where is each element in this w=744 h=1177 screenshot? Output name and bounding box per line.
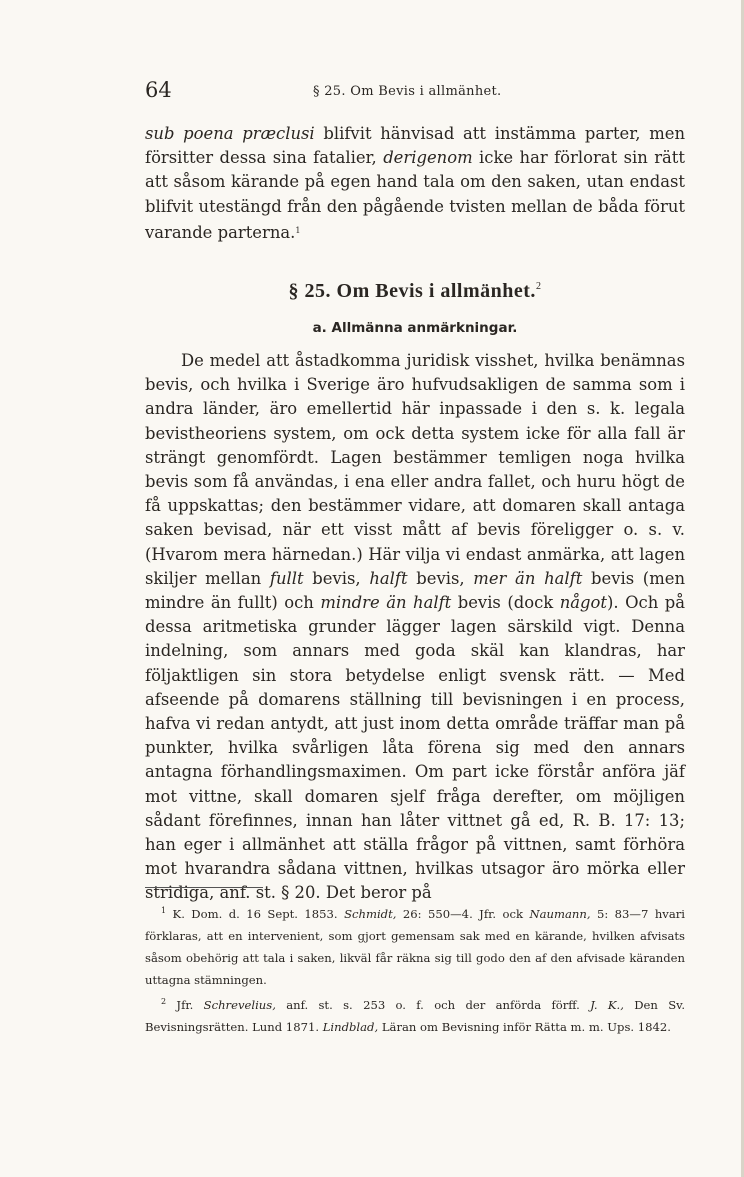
text-run: Den Sv. Bevisningsrätten. Lund 1871. [145,998,685,1034]
italic-phrase: derigenom [383,148,473,168]
italic-phrase: Schrevelius, [203,998,276,1012]
text-run: bevis, [407,568,474,588]
subsection-title: a. Allmänna anmärkningar. [312,320,518,336]
paragraph-main [145,349,685,906]
text-run: icke har förlorat sin rätt att såsom kärande på egen hand tala om den saken, utan endast blifvit utestängd från den pågående tvisten mellan de båda förut varande parterna. [145,148,685,242]
paragraph-text [145,349,685,906]
footnote-marker: 1 [161,906,167,915]
footnote-divider [145,887,263,888]
italic-phrase: mer än halft [473,568,583,588]
text-run: bevis (men mindre än fullt) och [145,568,686,613]
footnote-2 [145,991,685,1038]
text-run: K. Dom. d. 16 Sept. 1853. [166,907,345,921]
footnote-1 [145,900,685,991]
italic-phrase: Schmidt, [344,907,397,921]
text-run: bevis, [303,568,370,588]
page-number: 64 [145,78,172,102]
italic-phrase: fullt [269,568,304,588]
section-title [145,280,685,303]
italic-phrase: Naumann, [529,907,591,921]
text-run: anf. st. s. 253 o. f. och der anförda förff. [275,998,591,1012]
italic-phrase: halft [369,568,408,588]
italic-phrase: något [559,593,607,613]
footnote-marker: 2 [161,997,167,1006]
text-run: Jfr. [166,998,204,1012]
text-run: De medel att åstadkomma juridisk visshet, hvilka benämnas bevis, och hvilka i Sverige äro hufvudsakligen de samma som i andra länder, äro emellertid här inpassade i den s. k. legala bevistheoriens system, om ock detta system icke för alla fall är strängt genomfördt. Lagen bestämmer temligen noga hvilka bevis som få användas, i ena eller andra fallet, och huru högt de få uppskattas; den bestämmer vidare, att domaren skall antaga saken bevisad, när ett visst mått af bevis föreligger o. s. v. (Hvarom mera härnedan.) Här vilja vi endast anmärka, att lagen skiljer mellan [145,351,685,588]
text-run: 5: 83—7 hvari förklaras, att en intervenient, som gjort gemensam sak med en kärande, hvilken afvisats såsom obehörig att tala i saken, likväl får räkna sig till godo den af den afvisade käranden uttagna stämningen. [145,907,686,987]
text-run: bevis (dock [451,593,560,613]
paragraph-text [145,122,685,245]
text-run: 26: 550—4. Jfr. ock [396,907,530,921]
paragraph-continuation [145,122,685,245]
italic-phrase: Lindblad, [322,1020,379,1034]
footnote-reference: 2 [535,281,542,292]
running-head: § 25. Om Bevis i allmänhet. [313,84,502,99]
section-title-text: § 25. Om Bevis i allmänhet. [288,280,536,302]
italic-phrase: J. K., [590,998,624,1012]
footnotes [145,900,685,1038]
italic-phrase: sub poena præclusi [145,124,315,143]
italic-phrase: mindre än halft [320,593,452,613]
text-run: Läran om Bevisning inför Rätta m. m. Ups. 1842. [378,1020,671,1034]
footnote-reference: 1 [295,225,301,235]
text-run: blifvit hänvisad att instämma parter, men försitter dessa sina fatalier, [145,124,685,168]
text-run: ). Och på dessa aritmetiska grunder lägger lagen särskild vigt. Denna indelning, som annars med goda skäl kan klandras, har följaktligen sin stora betydelse enligt svensk rätt. — Med afseende på domarens ställning till bevisningen i en process, hafva vi redan antydt, att just inom detta område träffar man på punkter, hvilka svårligen låta förena sig med den annars antagna förhandlingsmaximen. Om part icke förstår anföra jäf mot vittne, skall domaren sjelf fråga derefter, om möjligen sådant förefinnes, innan han låter vittnet gå ed, R. B. 17: 13; han eger i allmänhet att ställa frågor på vittnen, samt förhöra mot hvarandra sådana vittnen, hvilkas utsagor äro mörka eller stridiga, anf. st. § 20. Det beror på [145,593,686,903]
page-header [145,78,685,106]
